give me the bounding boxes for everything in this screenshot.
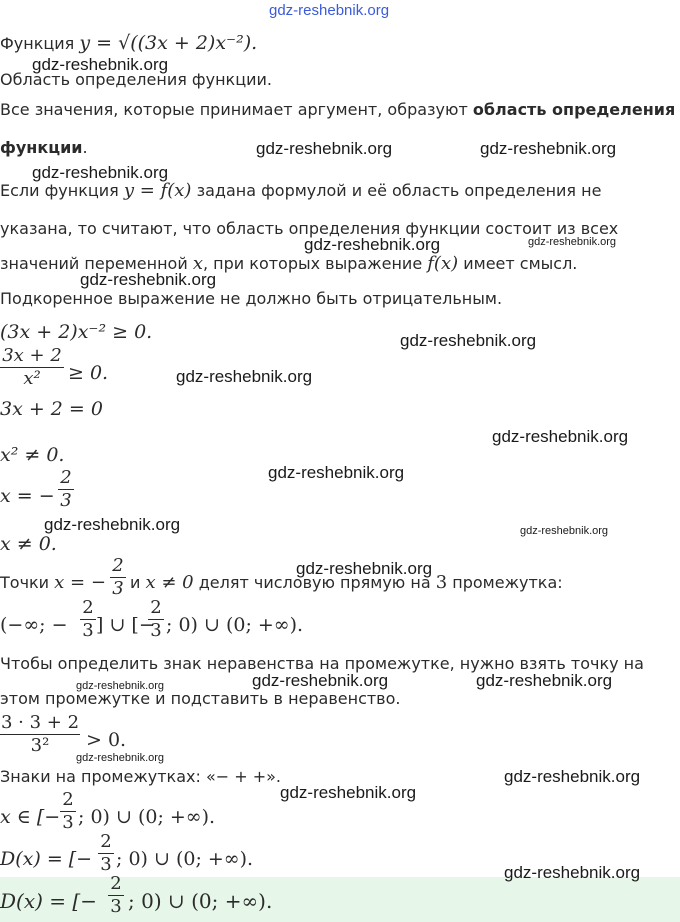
method-line-1: Чтобы определить знак неравенства на промежутке, нужно взять точку на <box>0 654 644 673</box>
watermark-small: gdz-reshebnik.org <box>520 525 609 537</box>
watermark: gdz-reshebnik.org <box>268 463 405 482</box>
domain-answer-part-1: D(x) = [− <box>0 889 97 913</box>
watermark: gdz-reshebnik.org <box>492 427 629 446</box>
signs-line: Знаки на промежутках: «− + +». <box>0 767 282 786</box>
intervals-part-2: ] ∪ [− <box>96 614 155 636</box>
fraction-1: 3x + 2 x² <box>0 346 64 389</box>
watermark: gdz-reshebnik.org <box>280 783 417 802</box>
check-fraction: 3 · 3 + 2 3² <box>0 712 80 756</box>
function-line: Функция y = √((3x + 2)x⁻²). <box>0 32 258 54</box>
watermark: gdz-reshebnik.org <box>252 671 389 690</box>
equation-1: 3x + 2 = 0 <box>0 398 103 420</box>
watermark: gdz-reshebnik.org <box>504 863 641 882</box>
equation-2-fraction: 2 3 <box>58 468 74 511</box>
definition-line-2: функции. <box>0 138 88 157</box>
intervals-part-3: ; 0) ∪ (0; +∞). <box>166 614 304 636</box>
solution-part-1: x ∈ [− <box>0 806 61 828</box>
watermark-small: gdz-reshebnik.org <box>76 680 165 692</box>
rule-line-1: Если функция y = f(x) задана формулой и её область определения не <box>0 180 602 201</box>
check-tail: > 0. <box>86 729 127 751</box>
watermark-small: gdz-reshebnik.org <box>528 236 617 248</box>
watermark: gdz-reshebnik.org <box>504 767 641 786</box>
inequality-3: x ≠ 0. <box>0 533 57 555</box>
function-expression: y = √((3x + 2)x⁻²). <box>79 32 258 54</box>
watermark: gdz-reshebnik.org <box>296 559 433 578</box>
rule-line-3: значений переменной x, при которых выражение f(x) имеет смысл. <box>0 253 578 274</box>
points-fraction: 2 3 <box>110 556 126 599</box>
intervals-fraction-2: 2 3 <box>148 598 164 641</box>
domain-1-part-2: ; 0) ∪ (0; +∞). <box>116 848 254 870</box>
solution-part-2: ; 0) ∪ (0; +∞). <box>78 806 216 828</box>
watermark-top: gdz-reshebnik.org <box>269 2 390 19</box>
method-line-2: этом промежутке и подставить в неравенство. <box>0 689 401 708</box>
watermark: gdz-reshebnik.org <box>480 139 617 158</box>
radicand-note: Подкоренное выражение не должно быть отрицательным. <box>0 289 503 308</box>
solution-fraction: 2 3 <box>60 790 76 833</box>
points-line-end: и x ≠ 0 делят числовую прямую на 3 промежутка: <box>130 572 563 593</box>
watermark: gdz-reshebnik.org <box>44 515 181 534</box>
domain-1-part-1: D(x) = [− <box>0 848 93 870</box>
rule-line-2: указана, то считают, что область определения функции состоит из всех <box>0 219 619 238</box>
watermark: gdz-reshebnik.org <box>80 270 217 289</box>
equation-2-lhs: x = − <box>0 485 55 507</box>
watermark: gdz-reshebnik.org <box>32 163 169 182</box>
watermark: gdz-reshebnik.org <box>304 235 441 254</box>
fraction-1-tail: ≥ 0. <box>68 362 109 384</box>
intervals-fraction-1: 2 3 <box>80 598 96 641</box>
domain-answer-fraction: 2 3 <box>108 874 124 917</box>
watermark: gdz-reshebnik.org <box>176 367 313 386</box>
watermark: gdz-reshebnik.org <box>476 671 613 690</box>
watermark-small: gdz-reshebnik.org <box>76 752 165 764</box>
answer-highlight <box>0 877 680 922</box>
watermark: gdz-reshebnik.org <box>256 139 393 158</box>
inequality-1: (3x + 2)x⁻² ≥ 0. <box>0 321 153 343</box>
inequality-2: x² ≠ 0. <box>0 444 65 466</box>
domain-1-fraction: 2 3 <box>98 832 114 875</box>
domain-answer-part-2: ; 0) ∪ (0; +∞). <box>128 889 273 913</box>
watermark: gdz-reshebnik.org <box>32 55 169 74</box>
points-line-start: Точки x = − <box>0 572 106 593</box>
section-heading: Область определения функции. <box>0 70 272 89</box>
definition-line-1: Все значения, которые принимает аргумент, образуют область определения <box>0 100 676 119</box>
watermark: gdz-reshebnik.org <box>400 331 537 350</box>
intervals-part-1: (−∞; − <box>0 614 68 636</box>
